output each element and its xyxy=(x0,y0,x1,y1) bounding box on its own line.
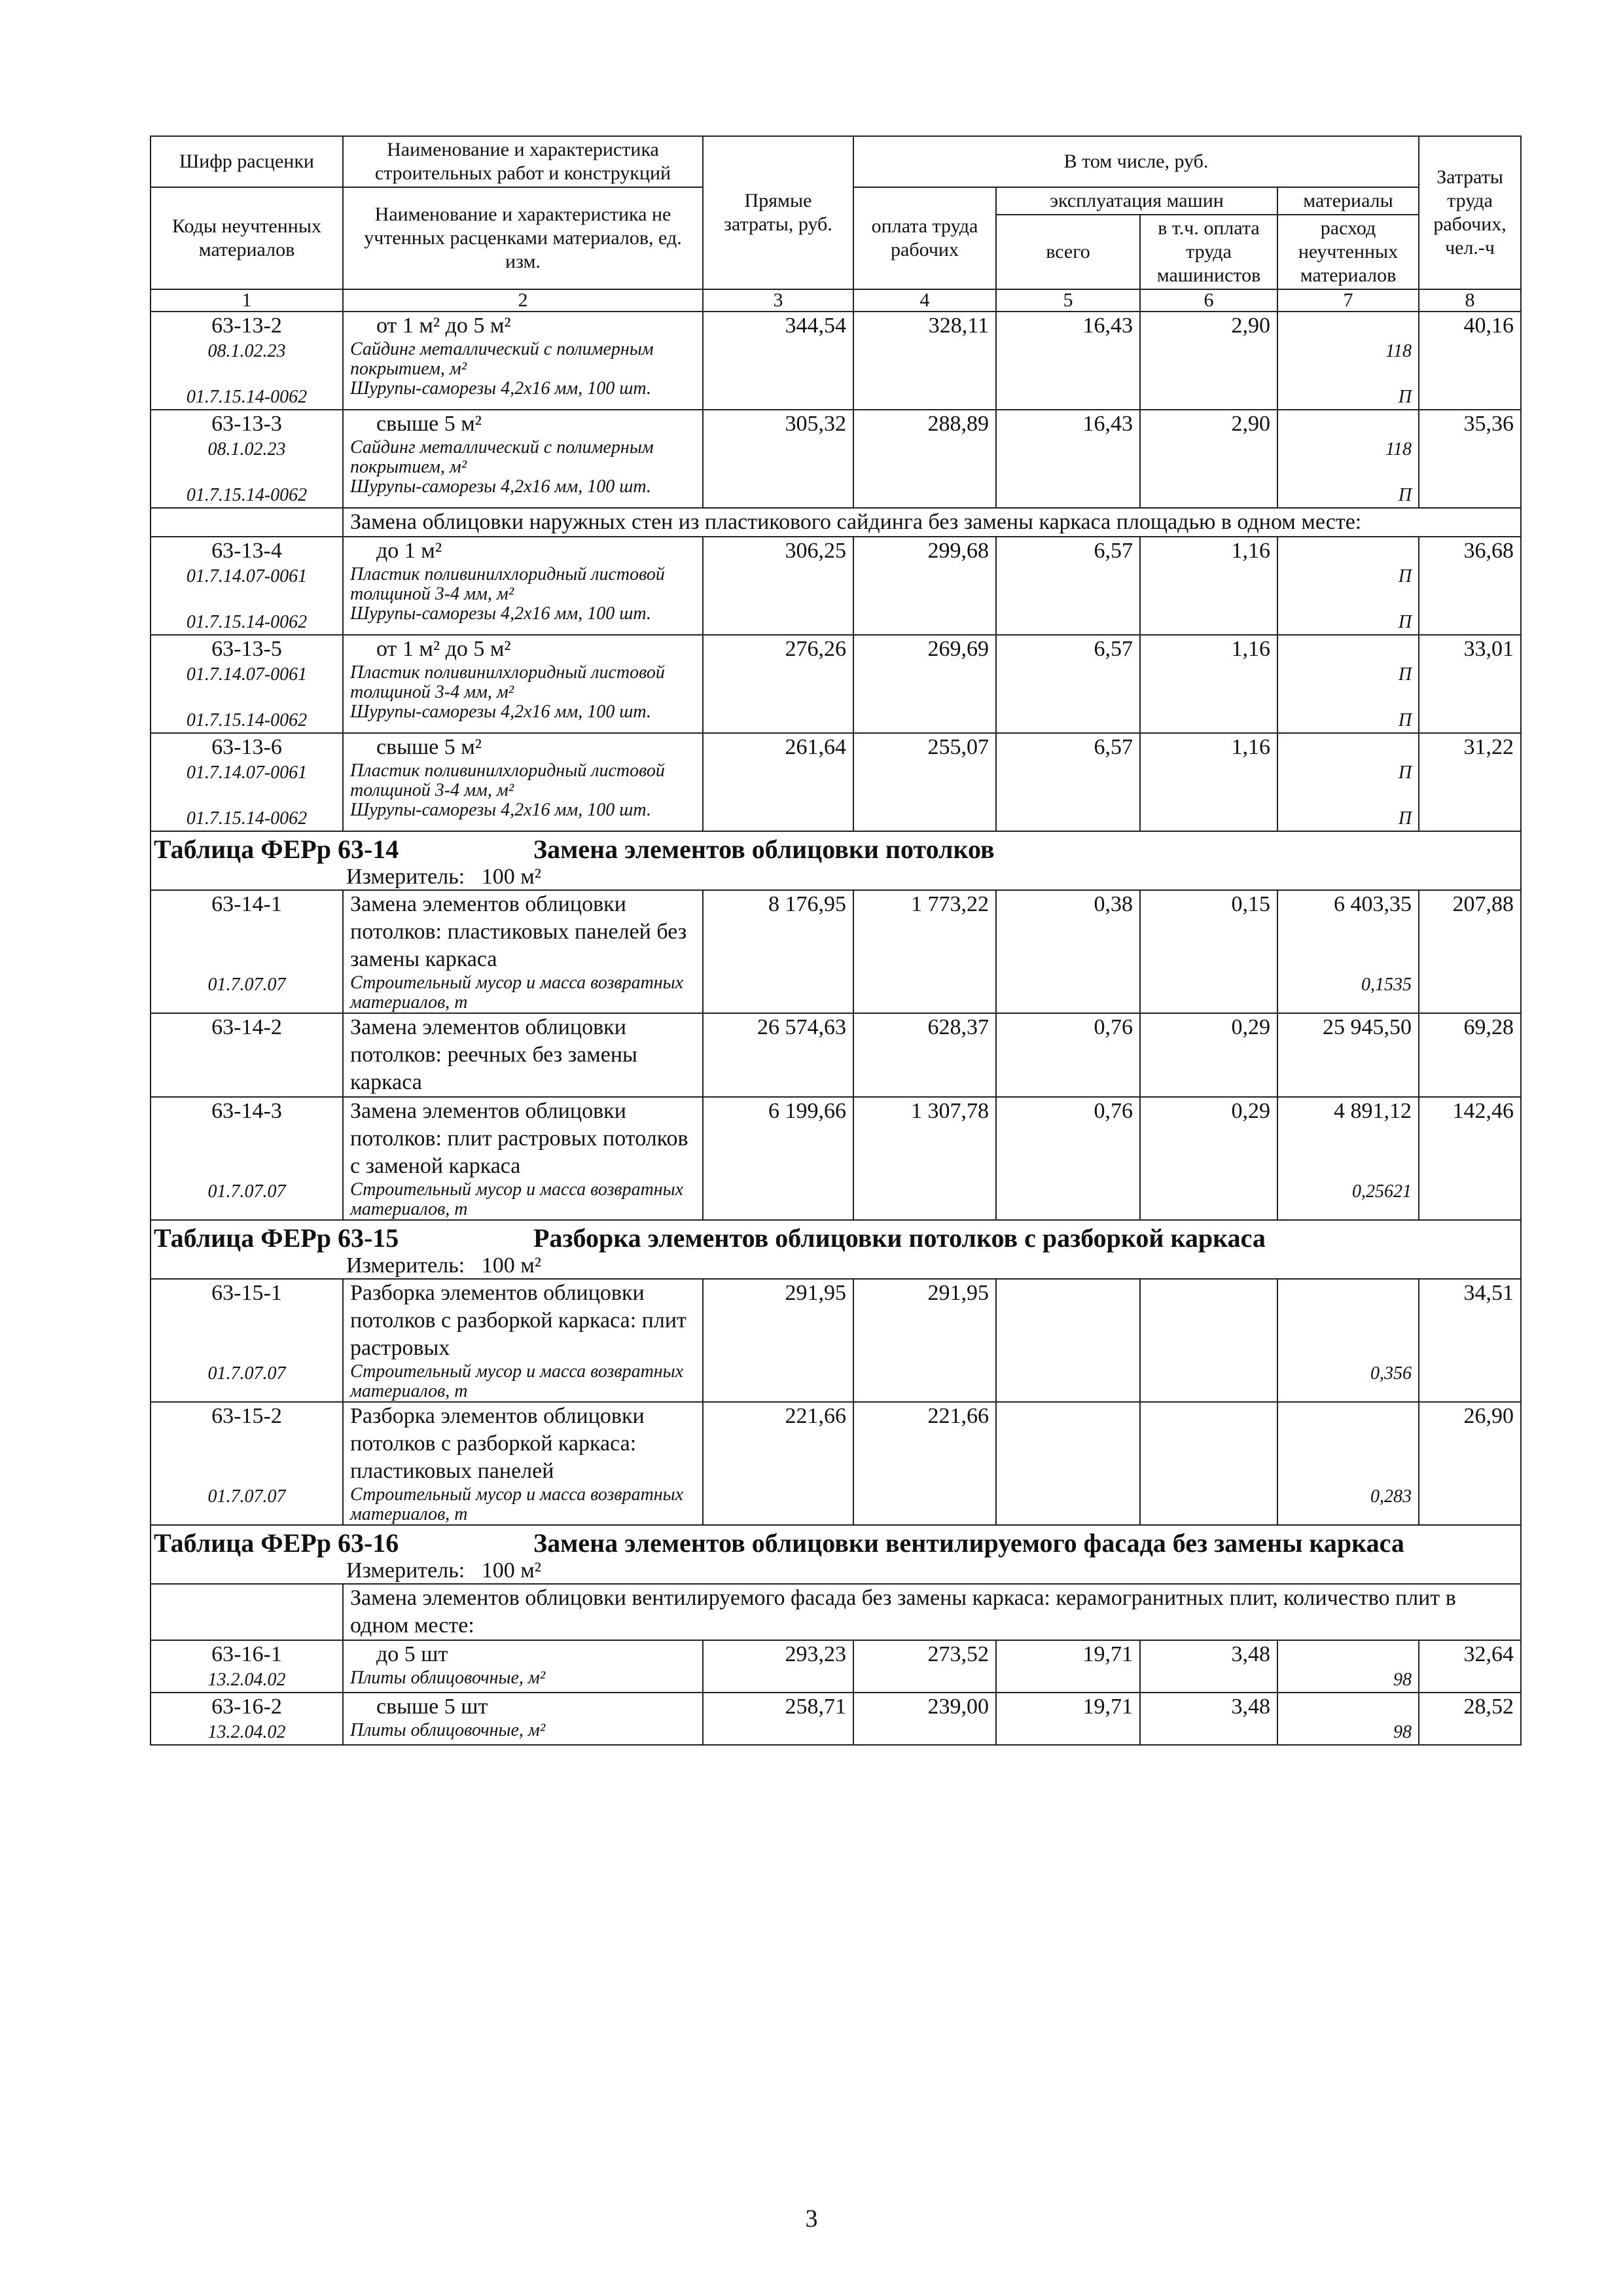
material-code: 01.7.07.07 xyxy=(207,975,286,995)
material-code: 01.7.07.07 xyxy=(207,1181,286,1202)
measure-label: Измеритель: xyxy=(346,1253,465,1278)
measure-value: 100 м² xyxy=(481,1558,541,1583)
table-row xyxy=(151,733,1521,831)
labor-cost: 291,95 xyxy=(853,1279,996,1402)
table-name: Замена элементов облицовки потолков xyxy=(533,834,995,864)
material-cost: 4 891,12 xyxy=(1334,1099,1412,1123)
labor-cost: 255,07 xyxy=(853,733,996,831)
material-code: 01.7.07.07 xyxy=(207,1363,286,1384)
machine-labor: 0,29 xyxy=(1140,1097,1277,1220)
material-cost: 25 945,50 xyxy=(1277,1013,1419,1097)
header-shifr: Шифр расценки xyxy=(151,136,343,187)
table-row xyxy=(151,1640,1521,1693)
labor-hours: 142,46 xyxy=(1419,1097,1521,1220)
rate-name: до 5 шт xyxy=(376,1642,448,1666)
header-labor-hours: Затраты труда рабочих, чел.-ч xyxy=(1419,136,1521,289)
material-name: Шурупы-саморезы 4,2х16 мм, 100 шт. xyxy=(350,702,651,722)
direct-cost: 344,54 xyxy=(703,312,853,410)
material-code: 08.1.02.23 xyxy=(207,439,286,459)
rate-code: 63-15-1 xyxy=(211,1281,282,1305)
header-vsego: всего xyxy=(996,215,1140,289)
header-incl: В том числе, руб. xyxy=(853,136,1419,187)
rate-code: 63-16-1 xyxy=(211,1642,282,1666)
column-numbers-row xyxy=(151,289,1521,312)
header-materialy: материалы xyxy=(1277,187,1419,215)
labor-hours: 28,52 xyxy=(1419,1693,1521,1745)
labor-hours: 207,88 xyxy=(1419,890,1521,1013)
material-code: 13.2.04.02 xyxy=(207,1722,286,1742)
table-title-row xyxy=(151,1220,1521,1279)
machine-cost: 19,71 xyxy=(996,1693,1140,1745)
material-qty: 0,25621 xyxy=(1352,1181,1412,1202)
labor-hours: 32,64 xyxy=(1419,1640,1521,1693)
rate-name: Замена элементов облицовки потолков: плит растровых потолков с заменой каркаса xyxy=(350,1099,688,1178)
machine-cost: 16,43 xyxy=(996,312,1140,410)
rates-table xyxy=(150,135,1522,1746)
colnum: 3 xyxy=(703,289,853,312)
table-label: Таблица ФЕРр 63-15 xyxy=(154,1223,399,1253)
machine-cost: 6,57 xyxy=(996,733,1140,831)
material-cost xyxy=(1285,1280,1412,1307)
header-oplata: оплата труда рабочих xyxy=(853,187,996,289)
material-qty: П xyxy=(1398,762,1412,783)
material-code: 01.7.15.14-0062 xyxy=(186,485,308,505)
machine-cost: 0,76 xyxy=(996,1097,1140,1220)
table-row xyxy=(151,1013,1521,1097)
direct-cost: 8 176,95 xyxy=(703,890,853,1013)
rate-name: Замена элементов облицовки потолков: пластиковых панелей без замены каркаса xyxy=(350,892,687,971)
material-code: 13.2.04.02 xyxy=(207,1670,286,1690)
subheading-row xyxy=(151,508,1521,537)
rate-name: Разборка элементов облицовки потолков с разборкой каркаса: плит растровых xyxy=(350,1281,687,1360)
table-name: Разборка элементов облицовки потолков с разборкой каркаса xyxy=(533,1223,1266,1253)
material-qty: 98 xyxy=(1393,1722,1412,1742)
table-row xyxy=(151,1279,1521,1402)
rate-code: 63-14-2 xyxy=(151,1013,343,1097)
material-name: Шурупы-саморезы 4,2х16 мм, 100 шт. xyxy=(350,476,651,497)
material-code: 01.7.14.07-0061 xyxy=(186,762,308,783)
table-name: Замена элементов облицовки вентилируемого фасада без замены каркаса xyxy=(533,1528,1404,1558)
colnum: 2 xyxy=(343,289,703,312)
machine-cost: 0,76 xyxy=(996,1013,1140,1097)
machine-labor xyxy=(1140,1402,1277,1525)
material-qty: 0,283 xyxy=(1370,1486,1412,1507)
labor-cost: 299,68 xyxy=(853,537,996,635)
direct-cost: 306,25 xyxy=(703,537,853,635)
rate-code: 63-13-6 xyxy=(211,735,282,759)
direct-cost: 221,66 xyxy=(703,1402,853,1525)
colnum: 8 xyxy=(1419,289,1521,312)
material-code: 01.7.15.14-0062 xyxy=(186,387,308,407)
labor-hours: 69,28 xyxy=(1419,1013,1521,1097)
colnum: 7 xyxy=(1277,289,1419,312)
material-code: 01.7.14.07-0061 xyxy=(186,664,308,685)
colnum: 4 xyxy=(853,289,996,312)
header-direct-costs: Прямые затраты, руб. xyxy=(703,136,853,289)
rate-name: Замена элементов облицовки потолков: реечных без замены каркаса xyxy=(343,1013,703,1097)
material-name: Строительный мусор и масса возвратных материалов, т xyxy=(350,973,684,1013)
header-naim-works: Наименование и характеристика строительных работ и конструкций xyxy=(343,136,703,187)
direct-cost: 6 199,66 xyxy=(703,1097,853,1220)
material-name: Строительный мусор и масса возвратных материалов, т xyxy=(350,1179,684,1219)
table-label: Таблица ФЕРр 63-16 xyxy=(154,1528,399,1558)
measure-label: Измеритель: xyxy=(346,865,465,889)
material-name: Сайдинг металлический с полимерным покрытием, м² xyxy=(350,437,654,477)
rate-code: 63-16-2 xyxy=(211,1695,282,1719)
material-code: 01.7.15.14-0062 xyxy=(186,612,308,632)
material-qty: 118 xyxy=(1385,439,1412,459)
material-name: Сайдинг металлический с полимерным покрытием, м² xyxy=(350,339,654,379)
direct-cost: 291,95 xyxy=(703,1279,853,1402)
machine-labor: 3,48 xyxy=(1140,1693,1277,1745)
labor-cost: 239,00 xyxy=(853,1693,996,1745)
material-code: 01.7.07.07 xyxy=(207,1486,286,1507)
machine-labor: 0,15 xyxy=(1140,890,1277,1013)
table-row xyxy=(151,537,1521,635)
machine-cost: 16,43 xyxy=(996,410,1140,508)
machine-labor xyxy=(1140,1279,1277,1402)
rate-name: от 1 м² до 5 м² xyxy=(376,637,511,661)
rate-code: 63-13-5 xyxy=(211,637,282,661)
material-qty: П xyxy=(1398,485,1412,505)
labor-cost: 1 307,78 xyxy=(853,1097,996,1220)
direct-cost: 293,23 xyxy=(703,1640,853,1693)
header-vtch: в т.ч. оплата труда машинистов xyxy=(1140,215,1277,289)
labor-cost: 1 773,22 xyxy=(853,890,996,1013)
material-qty: П xyxy=(1398,566,1412,586)
labor-hours: 40,16 xyxy=(1419,312,1521,410)
machine-cost: 0,38 xyxy=(996,890,1140,1013)
subheading: Замена элементов облицовки вентилируемого фасада без замены каркаса: керамогранитных плит, количество плит в одном месте: xyxy=(343,1584,1521,1640)
machine-cost xyxy=(996,1279,1140,1402)
material-name: Пластик поливинилхлоридный листовой толщиной 3-4 мм, м² xyxy=(350,662,665,702)
direct-cost: 305,32 xyxy=(703,410,853,508)
table-row xyxy=(151,635,1521,733)
rate-code: 63-15-2 xyxy=(211,1404,282,1428)
table-title-row xyxy=(151,831,1521,890)
measure-line xyxy=(154,865,1514,889)
rate-name: свыше 5 м² xyxy=(376,412,482,436)
rate-name: Разборка элементов облицовки потолков с разборкой каркаса: пластиковых панелей xyxy=(350,1404,645,1483)
labor-hours: 35,36 xyxy=(1419,410,1521,508)
header-kody: Коды неучтенных материалов xyxy=(151,187,343,289)
material-name: Шурупы-саморезы 4,2х16 мм, 100 шт. xyxy=(350,800,651,820)
material-name: Плиты облицовочные, м² xyxy=(350,1720,546,1740)
direct-cost: 26 574,63 xyxy=(703,1013,853,1097)
subheading: Замена облицовки наружных стен из пластикового сайдинга без замены каркаса площадью в одном месте: xyxy=(343,508,1521,537)
rate-code: 63-13-3 xyxy=(211,412,282,436)
rate-code: 63-13-2 xyxy=(211,314,282,338)
page-number: 3 xyxy=(805,2205,818,2233)
header-ekspl: эксплуатация машин xyxy=(996,187,1277,215)
rate-name: свыше 5 шт xyxy=(376,1695,488,1719)
labor-hours: 34,51 xyxy=(1419,1279,1521,1402)
material-qty: П xyxy=(1398,387,1412,407)
machine-cost: 6,57 xyxy=(996,537,1140,635)
table-row xyxy=(151,410,1521,508)
labor-cost: 288,89 xyxy=(853,410,996,508)
header-rashod: расход неучтенных материалов xyxy=(1277,215,1419,289)
material-cost: 6 403,35 xyxy=(1334,892,1412,916)
machine-cost xyxy=(996,1402,1140,1525)
rate-name: от 1 м² до 5 м² xyxy=(376,314,511,338)
material-code: 01.7.15.14-0062 xyxy=(186,808,308,829)
rate-name: свыше 5 м² xyxy=(376,735,482,759)
material-name: Строительный мусор и масса возвратных материалов, т xyxy=(350,1484,684,1524)
direct-cost: 261,64 xyxy=(703,733,853,831)
measure-line xyxy=(154,1253,1514,1278)
machine-cost: 19,71 xyxy=(996,1640,1140,1693)
material-cost xyxy=(1285,1403,1412,1430)
material-qty: 0,1535 xyxy=(1361,975,1412,995)
direct-cost: 276,26 xyxy=(703,635,853,733)
material-code: 08.1.02.23 xyxy=(207,341,286,361)
labor-cost: 273,52 xyxy=(853,1640,996,1693)
measure-label: Измеритель: xyxy=(346,1558,465,1583)
measure-line xyxy=(154,1558,1514,1583)
machine-labor: 1,16 xyxy=(1140,537,1277,635)
table-label: Таблица ФЕРр 63-14 xyxy=(154,834,399,864)
material-qty: П xyxy=(1398,612,1412,632)
rate-code: 63-14-1 xyxy=(211,892,282,916)
colnum: 6 xyxy=(1140,289,1277,312)
machine-labor: 0,29 xyxy=(1140,1013,1277,1097)
material-name: Пластик поливинилхлоридный листовой толщиной 3-4 мм, м² xyxy=(350,761,665,800)
table-title-row xyxy=(151,1525,1521,1584)
material-name: Строительный мусор и масса возвратных материалов, т xyxy=(350,1361,684,1401)
machine-labor: 3,48 xyxy=(1140,1640,1277,1693)
machine-cost: 6,57 xyxy=(996,635,1140,733)
table-row xyxy=(151,312,1521,410)
material-code: 01.7.15.14-0062 xyxy=(186,710,308,730)
material-qty: 118 xyxy=(1385,341,1412,361)
labor-cost: 221,66 xyxy=(853,1402,996,1525)
colnum: 5 xyxy=(996,289,1140,312)
table-row xyxy=(151,890,1521,1013)
subheading-row xyxy=(151,1584,1521,1640)
labor-hours: 31,22 xyxy=(1419,733,1521,831)
material-qty: 98 xyxy=(1393,1670,1412,1690)
rate-code: 63-13-4 xyxy=(211,539,282,563)
colnum: 1 xyxy=(151,289,343,312)
rate-code: 63-14-3 xyxy=(211,1099,282,1123)
material-qty: 0,356 xyxy=(1370,1363,1412,1384)
material-name: Шурупы-саморезы 4,2х16 мм, 100 шт. xyxy=(350,603,651,624)
labor-cost: 328,11 xyxy=(853,312,996,410)
table-row xyxy=(151,1693,1521,1745)
header-row-1 xyxy=(151,136,1521,187)
material-name: Пластик поливинилхлоридный листовой толщиной 3-4 мм, м² xyxy=(350,564,665,604)
measure-value: 100 м² xyxy=(481,1253,541,1278)
rate-name: до 1 м² xyxy=(376,539,442,563)
machine-labor: 1,16 xyxy=(1140,733,1277,831)
material-qty: П xyxy=(1398,664,1412,685)
direct-cost: 258,71 xyxy=(703,1693,853,1745)
labor-hours: 33,01 xyxy=(1419,635,1521,733)
labor-hours: 26,90 xyxy=(1419,1402,1521,1525)
labor-hours: 36,68 xyxy=(1419,537,1521,635)
machine-labor: 2,90 xyxy=(1140,312,1277,410)
material-name: Шурупы-саморезы 4,2х16 мм, 100 шт. xyxy=(350,378,651,399)
material-name: Плиты облицовочные, м² xyxy=(350,1668,546,1688)
measure-value: 100 м² xyxy=(481,865,541,889)
table-row xyxy=(151,1097,1521,1220)
machine-labor: 1,16 xyxy=(1140,635,1277,733)
material-qty: П xyxy=(1398,710,1412,730)
material-qty: П xyxy=(1398,808,1412,829)
header-naim-materials: Наименование и характеристика не учтенных расценками материалов, ед. изм. xyxy=(343,187,703,289)
material-code: 01.7.14.07-0061 xyxy=(186,566,308,586)
table-row xyxy=(151,1402,1521,1525)
labor-cost: 269,69 xyxy=(853,635,996,733)
labor-cost: 628,37 xyxy=(853,1013,996,1097)
machine-labor: 2,90 xyxy=(1140,410,1277,508)
